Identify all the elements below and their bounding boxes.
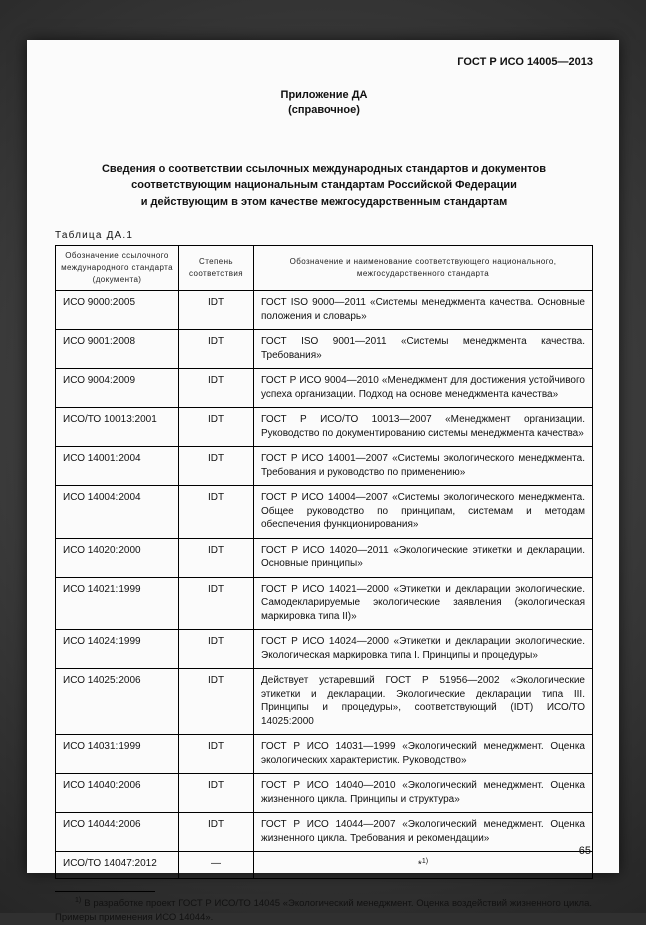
- degree-cell: —: [179, 852, 254, 879]
- degree-cell: IDT: [179, 774, 254, 813]
- document-page: [27, 40, 619, 924]
- national-standard-cell: ГОСТ Р ИСО/ТО 10013—2007 «Менеджмент организации. Руководство по документированию системы менеджмента качества»: [254, 408, 593, 447]
- main-title-line-3: и действующим в этом качестве межгосударственным стандартам: [140, 195, 508, 208]
- degree-cell: IDT: [179, 669, 254, 735]
- ref-standard-cell: ИСО 14025:2006: [56, 669, 179, 735]
- table-row: [56, 291, 593, 330]
- table-row: [56, 669, 593, 735]
- degree-cell: IDT: [179, 538, 254, 577]
- table-header: [56, 246, 593, 291]
- ref-standard-cell: ИСО 14001:2004: [56, 447, 179, 486]
- footnote-text: В разработке проект ГОСТ Р ИСО/ТО 14045 «Экологический менеджмент. Оценка воздействий жизненного цикла. Примеры применения ИСО 14044».: [55, 898, 592, 924]
- national-standard-cell: ГОСТ Р ИСО 14021—2000 «Этикетки и декларации экологические. Самодекларируемые экологические заявления (экологическая маркировка типа II)»: [254, 577, 593, 630]
- table-row: [56, 486, 593, 539]
- national-standard-cell: ГОСТ Р ИСО 14004—2007 «Системы экологического менеджмента. Общее руководство по принципам, системам и методам обеспечения функционирования»: [254, 486, 593, 539]
- degree-cell: IDT: [179, 408, 254, 447]
- degree-cell: IDT: [179, 630, 254, 669]
- main-title-line-1: Сведения о соответствии ссылочных международных стандартов и документов: [101, 162, 547, 175]
- degree-cell: IDT: [179, 486, 254, 539]
- footnote: [55, 896, 592, 925]
- degree-cell: IDT: [179, 330, 254, 369]
- national-standard-cell: ГОСТ ISO 9000—2011 «Системы менеджмента качества. Основные положения и словарь»: [254, 291, 593, 330]
- national-standard-cell: ГОСТ Р ИСО 14001—2007 «Системы экологического менеджмента. Требования и руководство по применению»: [254, 447, 593, 486]
- ref-standard-cell: ИСО 14024:1999: [56, 630, 179, 669]
- ref-standard-cell: ИСО 14021:1999: [56, 577, 179, 630]
- footnote-ref: 1): [421, 858, 429, 866]
- header-national-standard: Обозначение и наименование соответствующего национального, межгосударственного стандарта: [254, 246, 593, 291]
- table-row: [56, 538, 593, 577]
- footnote-divider: [55, 891, 155, 892]
- ref-standard-cell: ИСО 9000:2005: [56, 291, 179, 330]
- national-standard-cell: *$^{1)}$: [254, 852, 593, 879]
- ref-standard-cell: ИСО 9001:2008: [56, 330, 179, 369]
- ref-standard-cell: ИСО 14044:2006: [56, 813, 179, 852]
- ref-standard-cell: ИСО/ТО 10013:2001: [56, 408, 179, 447]
- table-row: [56, 447, 593, 486]
- degree-cell: IDT: [179, 813, 254, 852]
- header-ref-standard: Обозначение ссылочного международного стандарта (документа): [56, 246, 179, 291]
- table-row: [56, 774, 593, 813]
- ref-standard-cell: ИСО 14020:2000: [56, 538, 179, 577]
- national-standard-cell: ГОСТ Р ИСО 14044—2007 «Экологический менеджмент. Оценка жизненного цикла. Требования и рекомендации»: [254, 813, 593, 852]
- table-row: [56, 408, 593, 447]
- ref-standard-cell: ИСО 9004:2009: [56, 369, 179, 408]
- degree-cell: IDT: [179, 735, 254, 774]
- degree-cell: IDT: [179, 291, 254, 330]
- national-standard-cell: ГОСТ ISO 9001—2011 «Системы менеджмента качества. Требования»: [254, 330, 593, 369]
- document-header: ГОСТ Р ИСО 14005—2013: [457, 56, 593, 68]
- table-row: [56, 813, 593, 852]
- main-title-line-2: соответствующим национальным стандартам Российской Федерации: [131, 179, 517, 192]
- table-row: [56, 735, 593, 774]
- page-number: 65: [578, 845, 591, 857]
- annex-title: Приложение ДА: [280, 89, 368, 101]
- footnote-marker: 1): [75, 897, 82, 905]
- national-standard-cell: ГОСТ Р ИСО 14040—2010 «Экологический менеджмент. Оценка жизненного цикла. Принципы и структура»: [254, 774, 593, 813]
- table-row: [56, 577, 593, 630]
- national-standard-cell: ГОСТ Р ИСО 14024—2000 «Этикетки и декларации экологические. Экологическая маркировка типа I. Принципы и процедуры»: [254, 630, 593, 669]
- standards-correspondence-table: [55, 245, 593, 879]
- table-label: Таблица ДА.1: [55, 230, 134, 242]
- table-row: [56, 852, 593, 879]
- national-standard-cell: ГОСТ Р ИСО 9004—2010 «Менеджмент для достижения устойчивого успеха организации. Подход на основе менеджмента качества»: [254, 369, 593, 408]
- table-row: [56, 630, 593, 669]
- annex-heading: [55, 88, 593, 119]
- ref-standard-cell: ИСО 14040:2006: [56, 774, 179, 813]
- national-standard-cell: ГОСТ Р ИСО 14031—1999 «Экологический менеджмент. Оценка экологических характеристик. Руководство»: [254, 735, 593, 774]
- ref-standard-cell: ИСО 14031:1999: [56, 735, 179, 774]
- table-body: [56, 291, 593, 879]
- annex-subtitle: (справочное): [288, 104, 360, 117]
- table-header-row: [56, 246, 593, 291]
- ref-standard-cell: ИСО/ТО 14047:2012: [56, 852, 179, 879]
- degree-cell: IDT: [179, 577, 254, 630]
- header-degree: Степень соответствия: [179, 246, 254, 291]
- table-row: [56, 369, 593, 408]
- degree-cell: IDT: [179, 447, 254, 486]
- national-standard-cell: Действует устаревший ГОСТ Р 51956—2002 «Экологические этикетки и декларации. Экологические декларации типа III. Принципы и процедуры», соответствующий (IDT) ИСО/ТО 14025:2000: [254, 669, 593, 735]
- main-title: [55, 161, 593, 211]
- table-row: [56, 330, 593, 369]
- ref-standard-cell: ИСО 14004:2004: [56, 486, 179, 539]
- national-standard-cell: ГОСТ Р ИСО 14020—2011 «Экологические этикетки и декларации. Основные принципы»: [254, 538, 593, 577]
- degree-cell: IDT: [179, 369, 254, 408]
